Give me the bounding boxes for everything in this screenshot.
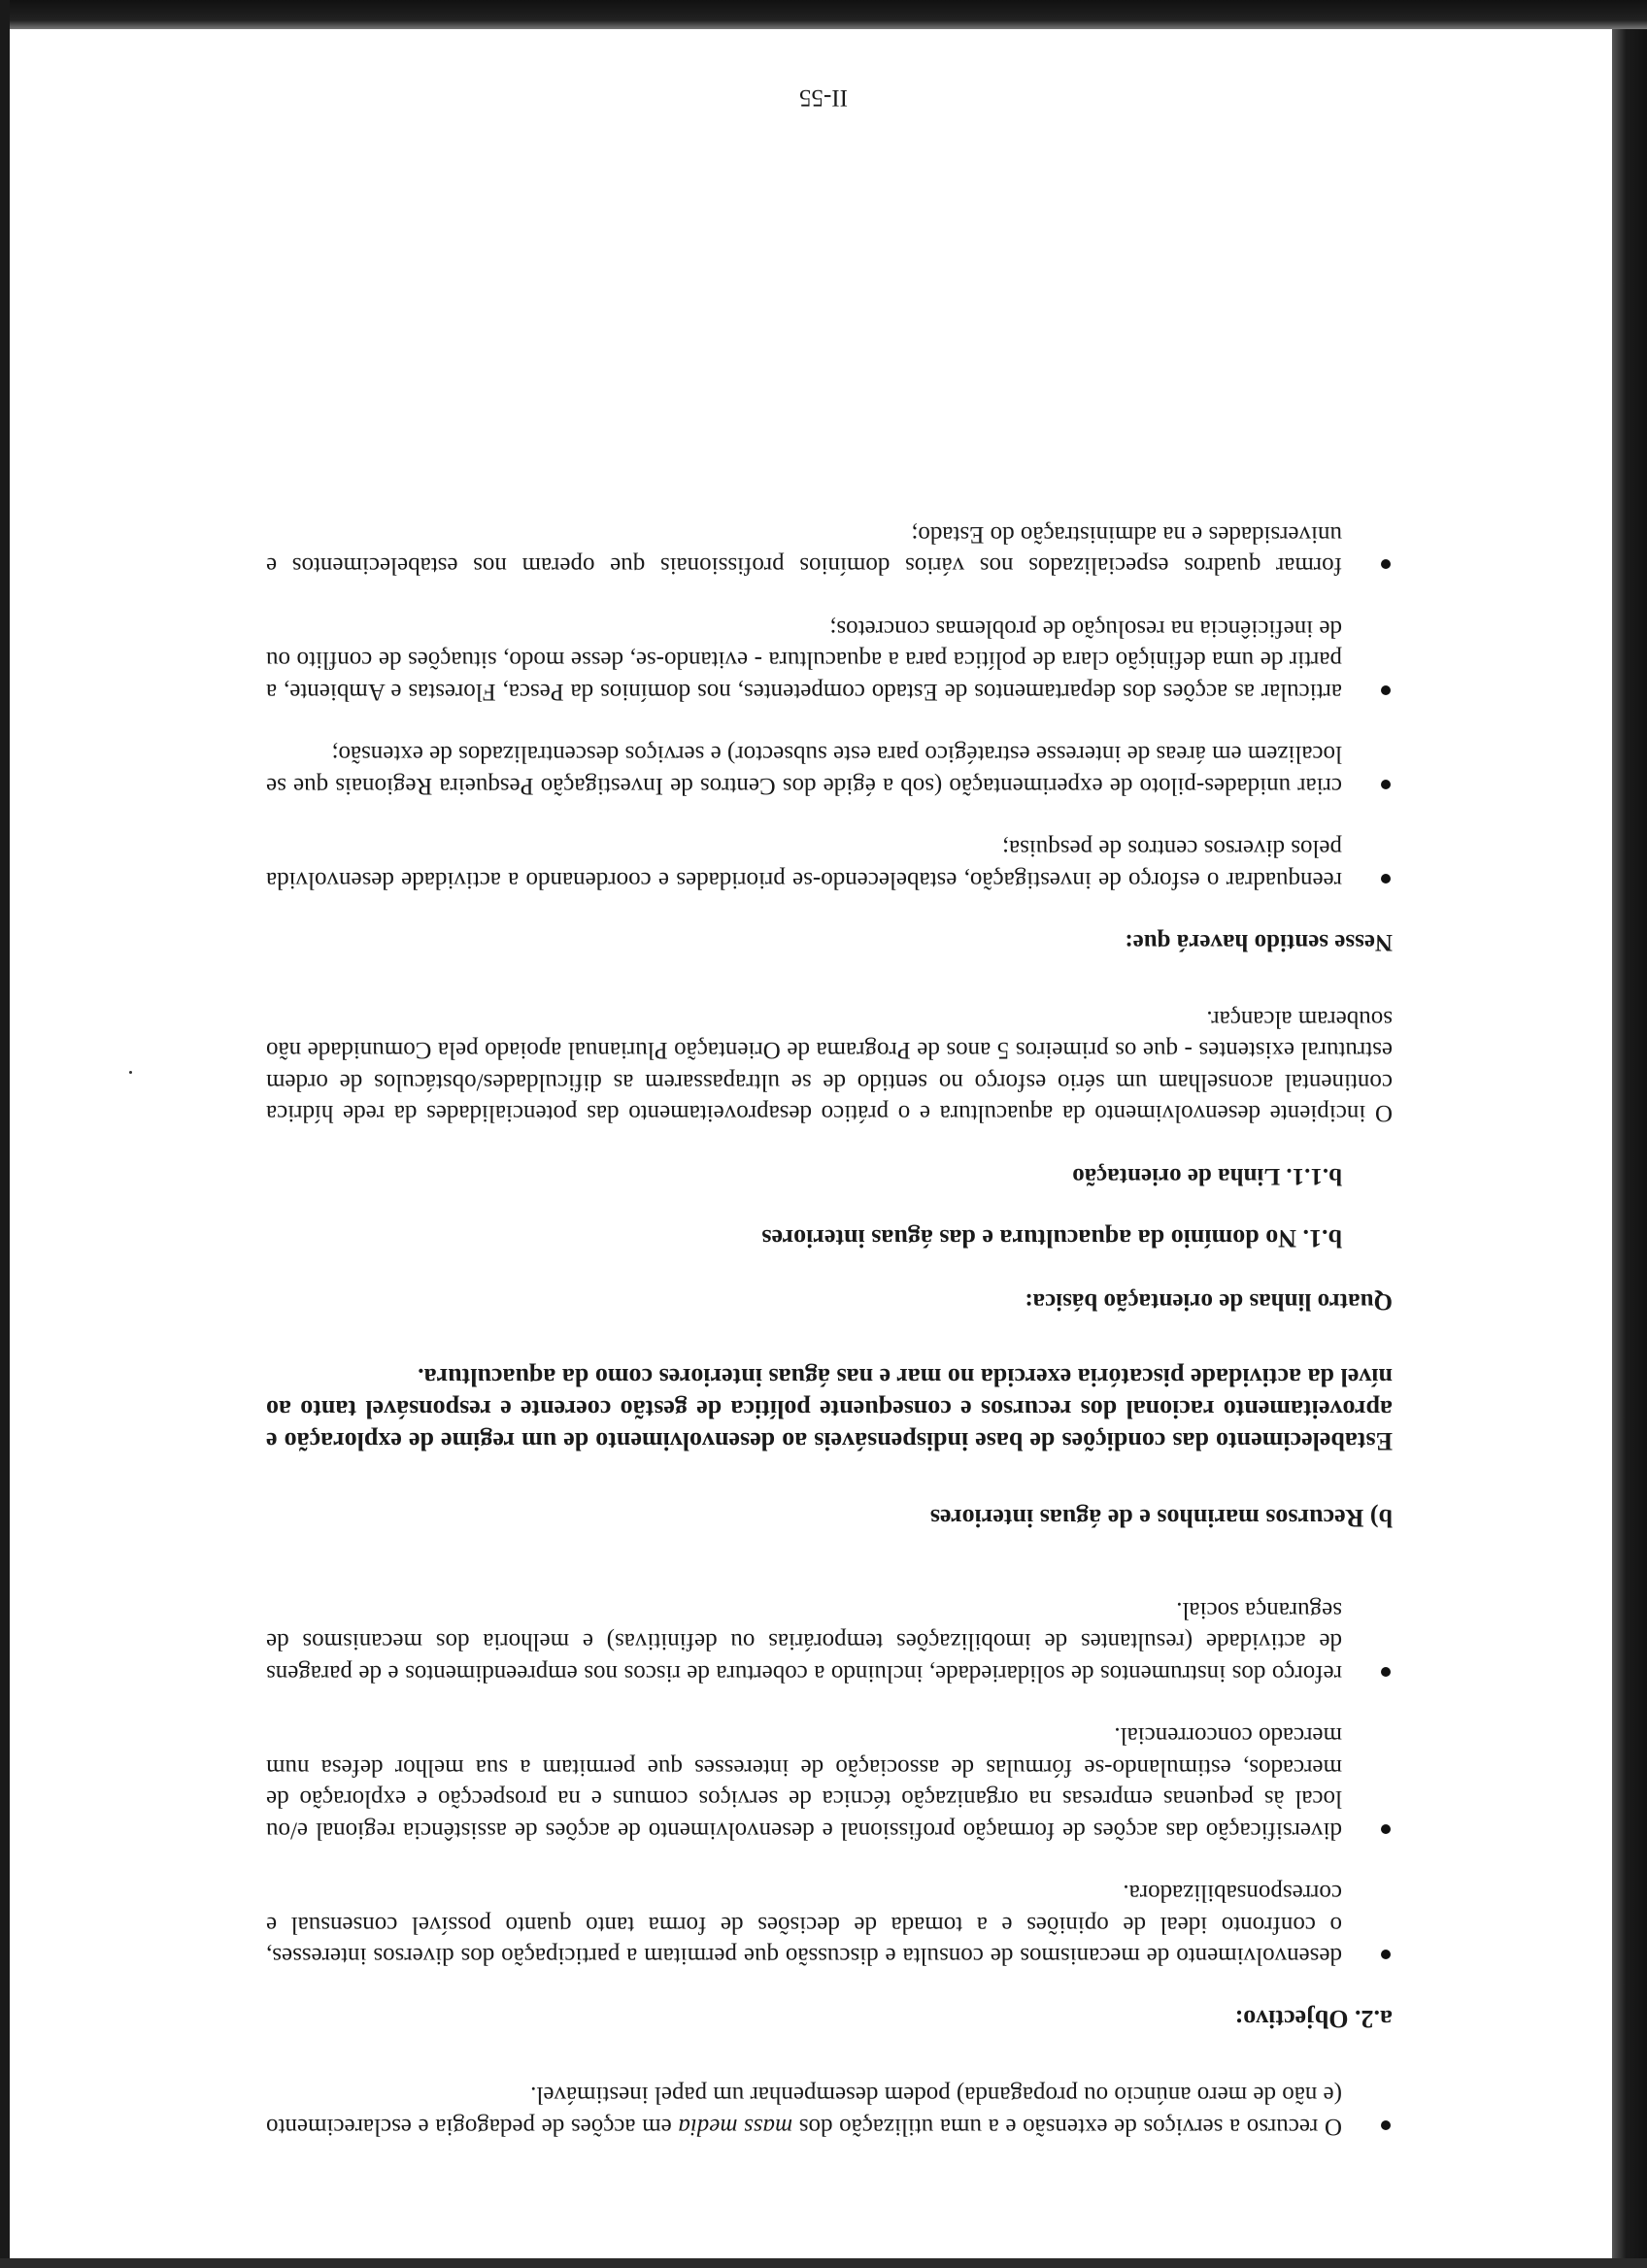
scanner-edge-bottom: [0, 0, 1647, 29]
section-b-bold-paragraph: Estabelecimento das condições de base indispensáveis ao desenvolvimento de um regime de exploração e aproveitamento racional dos recursos e consequente política de gestão coerente e responsável tanto ao nível da actividade piscatória exercida no mar e nas águas interiores como da aquacultura.: [266, 1363, 1393, 1455]
section-b-heading: b) Recursos marinhos e de águas interiores: [929, 1504, 1393, 1533]
scanner-edge-right: [0, 0, 10, 2268]
page-number: II-55: [799, 84, 848, 111]
bullet-dot-icon: [1381, 685, 1391, 695]
bullet-dot-icon: [1381, 1824, 1391, 1834]
a2-bullet-2-text: diversificação das acções de formação profissional e desenvolvimento de acções de assistência regional e/ou local às pequenas empresas na organização técnica de serviços comuns e na prospecção e exploração de mercados, estimulando-se fórmulas de associação de interesses que permitam a sua melhor defesa num mercado concorrencial.: [266, 1722, 1342, 1844]
sense-heading: Nesse sentido haverá que:: [1125, 929, 1393, 956]
bullet-dot-icon: [1381, 1667, 1391, 1677]
intro-bullet-text-before: O recurso a serviços de extensão e a uma utilização dos: [792, 2114, 1342, 2140]
b-bullet-3: [266, 613, 1393, 708]
bullet-dot-icon: [1381, 560, 1391, 570]
a2-bullet-1: [266, 1877, 1393, 1972]
b-bullet-1-text: reenquadrar o esforço de investigação, estabelecendo-se prioridades e coordenando a actividade desenvolvida pelos diversos centros de pesquisa;: [266, 835, 1342, 893]
bullet-dot-icon: [1381, 2120, 1391, 2130]
b-bullet-1: [266, 832, 1393, 895]
intro-bullet: [266, 2079, 1393, 2142]
page-content: [266, 518, 1393, 2143]
scan-speck: [129, 1071, 132, 1074]
a2-bullet-3-text: reforço dos instrumentos de solidariedade, incluindo a cobertura de riscos nos empreendimentos e de paragens de actividade (resultantes de imobilizações temporárias ou definitivas) e melhoria dos mecanismos de segurança social.: [266, 1597, 1342, 1686]
bullet-dot-icon: [1381, 874, 1391, 884]
b-bullet-4-text: formar quadros especializados nos vários domínios profissionais que operam nos estabelecimentos e universidades e na administração do Estado;: [266, 521, 1342, 580]
a2-bullet-3: [266, 1594, 1393, 1689]
b-bullet-2-text: criar unidades-piloto de experimentação (sob a égide dos Centros de Investigação Pesqueira Regionais que se localizem em áreas de interesse estratégico para este subsector) e serviços descentralizados de extensão;: [266, 741, 1342, 799]
intro-bullet-italic: mass media: [678, 2114, 793, 2140]
b-bullet-3-text: articular as acções dos departamentos de Estado competentes, nos domínios da Pesca, Florestas e Ambiente, a partir de uma definição clara de política para a aquacultura - evitando-se, desse modo, situações de conflito ou de ineficiência na resolução de problemas concretos;: [266, 616, 1342, 705]
a2-bullet-2: [266, 1719, 1393, 1846]
scanner-edge-left: [1612, 0, 1647, 2268]
intro-bullet-text-after: em acções de pedagogia e esclarecimento (e não de mero anúncio ou propaganda) podem desempenhar um papel inestimável.: [265, 2082, 1342, 2140]
a2-bullet-1-text: desenvolvimento de mecanismos de consulta e discussão que permitam a participação dos diversos interesses, o confronto ideal de opiniões e a tomada de decisões de forma tanto quanto possível consensual e corresponsabilizadora.: [266, 1880, 1342, 1970]
lines-heading: Quatro linhas de orientação básica:: [1025, 1288, 1393, 1315]
scanner-edge-top: [0, 2258, 1647, 2268]
b11-heading: b.1.1. Linha de orientação: [1072, 1163, 1342, 1189]
b-bullet-2: [266, 738, 1393, 801]
b11-paragraph: O incipiente desenvolvimento da aquacultura e o prático desaproveitamento das potencialidades da rede hídrica continental aconselham um sério esforço no sentido de se ultrapassarem as dificuldades/obstáculos de ordem estrutural existentes - que os primeiros 5 anos de Programa de Orientação Plurianual apoiado pela Comunidade não souberam alcançar.: [266, 1006, 1393, 1127]
bullet-dot-icon: [1381, 1951, 1391, 1960]
bullet-dot-icon: [1381, 780, 1391, 789]
section-a2-heading: a.2. Objectivo:: [1234, 2005, 1393, 2033]
b-bullet-4: [266, 518, 1393, 582]
b1-heading: b.1. No domínio da aquacultura e das águas interiores: [761, 1224, 1342, 1253]
